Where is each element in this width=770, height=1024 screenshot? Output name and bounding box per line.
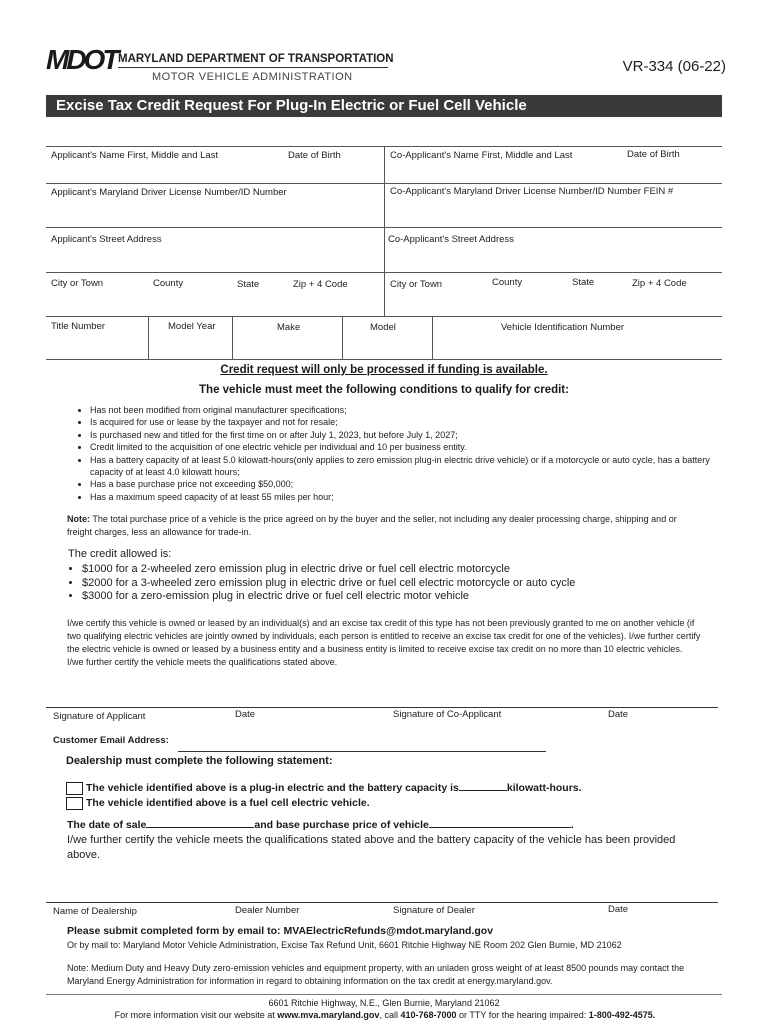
applicant-signature-label: Signature of Applicant bbox=[53, 711, 146, 722]
dealer-date-field[interactable] bbox=[604, 876, 718, 901]
conditions-list bbox=[58, 404, 730, 503]
column-divider bbox=[432, 316, 433, 359]
coapplicant-dob-label: Date of Birth bbox=[627, 149, 680, 160]
applicant-dob-field[interactable] bbox=[284, 148, 382, 182]
date-label: Date bbox=[235, 709, 256, 720]
fuelcell-statement: The vehicle identified above is a fuel cell electric vehicle. bbox=[86, 797, 370, 809]
coapplicant-signature-label: Signature of Co-Applicant bbox=[393, 709, 502, 720]
city-label: City or Town bbox=[51, 278, 104, 289]
dealer-signature-field[interactable] bbox=[390, 876, 600, 901]
list-item: • $3000 for a zero-emission plug in electric drive or fuel cell electric motor vehicle bbox=[82, 590, 722, 604]
footer-text: For more information visit our website at bbox=[114, 1010, 278, 1020]
credit-list bbox=[52, 563, 722, 604]
sale-date-label: The date of sale bbox=[67, 819, 147, 831]
customer-email-field[interactable] bbox=[178, 736, 546, 750]
applicant-street-field[interactable] bbox=[48, 229, 382, 271]
signature-line bbox=[46, 707, 718, 708]
make-field[interactable] bbox=[234, 318, 340, 358]
dealership-name-label: Name of Dealership bbox=[53, 906, 137, 917]
vin-label: Vehicle Identification Number bbox=[501, 322, 625, 333]
coapplicant-dob-field[interactable] bbox=[620, 148, 720, 182]
list-item: • Has not been modified from original manufacturer specifications; bbox=[90, 404, 730, 416]
co-county-label: County bbox=[492, 277, 523, 288]
list-item: • Is purchased new and titled for the first time on or after July 1, 2023, but before July 1, 2027; bbox=[90, 429, 730, 441]
form-title: Excise Tax Credit Request For Plug-In Electric or Fuel Cell Vehicle bbox=[56, 97, 527, 114]
plugin-statement bbox=[86, 781, 582, 794]
dealer-signature-label: Signature of Dealer bbox=[393, 905, 475, 916]
mdot-logo: MDOT bbox=[46, 44, 117, 75]
credit-intro: The credit allowed is: bbox=[68, 548, 172, 560]
plugin-checkbox[interactable] bbox=[66, 782, 83, 795]
conditions-heading: The vehicle must meet the following conditions to qualify for credit: bbox=[199, 384, 569, 396]
footer-text: or TTY for the hearing impaired: bbox=[456, 1010, 589, 1020]
sale-price-field[interactable] bbox=[429, 818, 571, 828]
coapplicant-date-field[interactable] bbox=[604, 680, 718, 706]
model-label: Model bbox=[370, 322, 396, 333]
battery-capacity-field[interactable] bbox=[459, 781, 507, 791]
dealership-name-field[interactable] bbox=[48, 876, 228, 901]
certification-text: I/we certify this vehicle is owned or leased by an individual(s) and an excise tax credit of this type has not been previously granted to me on another vehicle (if two qualifying electric vehicles are jointly owned by individuals, each person is entitled to receive an excise tax credit for one of the vehicles). I/we further certify the electric vehicle is owned or leased by a business entity and a business entity is limited to receive excise tax credit on no more than 10 electric vehicles. I/we further certify the vehicle meets the qualifications stated above. bbox=[67, 618, 701, 667]
submit-mail-instructions: Or by mail to: Maryland Motor Vehicle Administration, Excise Tax Refund Unit, 6601 Ritchie Highway NE Room 202 Glen Burnie, MD 21062 bbox=[67, 940, 622, 950]
agency-divider bbox=[118, 67, 388, 68]
fuelcell-checkbox[interactable] bbox=[66, 797, 83, 810]
coapplicant-street-label: Co-Applicant's Street Address bbox=[388, 234, 514, 245]
email-label: Customer Email Address: bbox=[53, 735, 169, 746]
agency-name: MARYLAND DEPARTMENT OF TRANSPORTATION bbox=[118, 53, 394, 65]
state-label: State bbox=[237, 279, 260, 290]
title-number-label: Title Number bbox=[51, 321, 106, 332]
applicant-dob-label: Date of Birth bbox=[288, 150, 341, 161]
purchase-price-note bbox=[67, 513, 701, 538]
co-city-label: City or Town bbox=[390, 279, 443, 290]
vin-field[interactable] bbox=[434, 318, 720, 358]
email-input-line bbox=[178, 751, 546, 752]
coapplicant-license-label: Co-Applicant's Maryland Driver License Number/ID Number FEIN # bbox=[390, 186, 674, 197]
coapplicant-name-field[interactable] bbox=[386, 148, 618, 182]
list-item: • Has a maximum speed capacity of at least 55 miles per hour; bbox=[90, 491, 730, 503]
footer-contact bbox=[30, 1010, 740, 1020]
dealer-certification: I/we further certify the vehicle meets the qualifications stated above and the battery capacity of the vehicle has been provided above. bbox=[67, 834, 676, 861]
model-year-label: Model Year bbox=[168, 321, 216, 332]
county-label: County bbox=[153, 278, 184, 289]
applicant-name-field[interactable] bbox=[48, 148, 282, 182]
plugin-unit: kilowatt-hours. bbox=[506, 782, 582, 794]
footer-text: , call bbox=[379, 1010, 401, 1020]
dealership-heading: Dealership must complete the following statement: bbox=[66, 755, 333, 767]
phone-number: 410-768-7000 bbox=[400, 1010, 457, 1020]
medium-heavy-duty-note: Note: Medium Duty and Heavy Duty zero-emission vehicles and equipment property, with an unladen gross weight of at least 8500 pounds may contact the Maryland Energy Administration for information in regard to obtaining information on the tax credit at energy.maryland.gov. bbox=[67, 963, 685, 986]
list-item: • Credit limited to the acquisition of one electric vehicle per individual and 10 per business entity. bbox=[90, 441, 730, 453]
zip-label: Zip + 4 Code bbox=[293, 279, 348, 290]
applicant-city-state-zip-field[interactable] bbox=[48, 274, 382, 315]
funding-notice: Credit request will only be processed if funding is available. bbox=[220, 364, 548, 376]
note-text: The total purchase price of a vehicle is the price agreed on by the buyer and the seller, not including any dealer processing charge, shipping and or freight charges, less an allowance for trade-in. bbox=[67, 514, 677, 537]
column-divider bbox=[232, 316, 233, 359]
submit-email-instructions: Please submit completed form by email to: MVAElectricRefunds@mdot.maryland.gov bbox=[67, 925, 494, 937]
administration-name: MOTOR VEHICLE ADMINISTRATION bbox=[152, 71, 353, 83]
make-label: Make bbox=[277, 322, 301, 333]
sale-date-field[interactable] bbox=[146, 818, 254, 828]
column-divider bbox=[342, 316, 343, 359]
applicant-signature-field[interactable] bbox=[48, 680, 228, 706]
dealer-date-label: Date bbox=[608, 904, 629, 915]
title-number-field[interactable] bbox=[48, 318, 146, 358]
list-item: • $1000 for a 2-wheeled zero emission plug in electric drive or fuel cell electric motorcycle bbox=[82, 563, 722, 577]
dealer-number-field[interactable] bbox=[232, 876, 382, 901]
list-item: • $2000 for a 3-wheeled zero emission plug in electric drive or fuel cell electric motorcycle or auto cycle bbox=[82, 577, 722, 591]
note-label: Note: bbox=[67, 514, 90, 524]
list-item: • Is acquired for use or lease by the taxpayer and not for resale; bbox=[90, 416, 730, 428]
website-link[interactable]: www.mva.maryland.gov bbox=[277, 1010, 380, 1020]
co-state-label: State bbox=[572, 277, 595, 288]
coapplicant-license-field[interactable] bbox=[386, 185, 720, 226]
date-label: Date bbox=[608, 709, 629, 720]
applicant-license-field[interactable] bbox=[48, 185, 382, 226]
dealer-signature-line bbox=[46, 902, 718, 903]
co-zip-label: Zip + 4 Code bbox=[632, 278, 687, 289]
list-item: • Has a base purchase price not exceeding $50,000; bbox=[90, 478, 730, 490]
sale-end: . bbox=[570, 819, 574, 831]
sale-price-label: and base purchase price of vehicle bbox=[254, 819, 429, 831]
coapplicant-city-state-zip-field[interactable] bbox=[386, 274, 720, 315]
coapplicant-name-label: Co-Applicant's Name First, Middle and Last bbox=[390, 150, 573, 161]
model-field[interactable] bbox=[344, 318, 430, 358]
column-divider bbox=[384, 146, 385, 316]
applicant-name-label: Applicant's Name First, Middle and Last bbox=[51, 150, 219, 161]
applicant-date-field[interactable] bbox=[232, 680, 382, 706]
coapplicant-street-field[interactable] bbox=[386, 229, 720, 271]
applicant-license-label: Applicant's Maryland Driver License Number/ID Number bbox=[51, 187, 287, 198]
model-year-field[interactable] bbox=[150, 318, 230, 358]
column-divider bbox=[148, 316, 149, 359]
applicant-street-label: Applicant's Street Address bbox=[51, 234, 162, 245]
list-item: • Has a battery capacity of at least 5.0 kilowatt-hours(only applies to zero emission plug-in electric drive vehicle) or if a motorcycle or auto cycle, has a battery capacity of at least 4.0 kilowatt hours; bbox=[90, 454, 730, 479]
sale-statement bbox=[67, 818, 574, 831]
dealer-number-label: Dealer Number bbox=[235, 905, 300, 916]
form-number: VR-334 (06-22) bbox=[622, 58, 726, 75]
footer-divider bbox=[46, 994, 722, 995]
grid-line bbox=[46, 359, 722, 360]
plugin-text: The vehicle identified above is a plug-in electric and the battery capacity is bbox=[86, 782, 459, 794]
coapplicant-signature-field[interactable] bbox=[390, 680, 600, 706]
tty-number: 1-800-492-4575. bbox=[588, 1010, 656, 1020]
footer-address: 6601 Ritchie Highway, N.E., Glen Burnie, Maryland 21062 bbox=[268, 998, 500, 1008]
